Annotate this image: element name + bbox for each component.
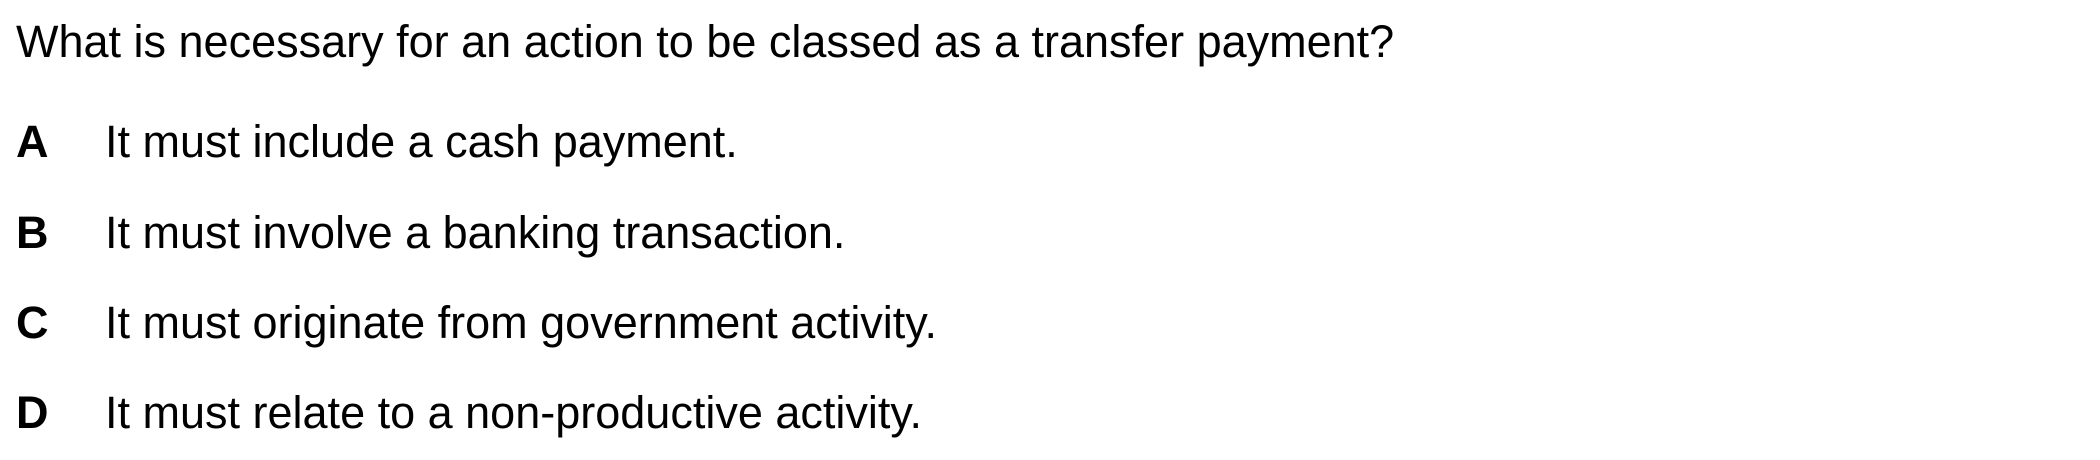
option-letter: B [16,207,49,258]
question-text: What is necessary for an action to be classed as a transfer payment? [16,16,1395,67]
option-text: It must originate from government activity. [105,297,937,348]
option-letter: C [16,297,49,348]
option-text: It must include a cash payment. [105,116,738,167]
option-text: It must relate to a non-productive activity. [105,387,923,438]
option-letter: A [16,116,49,167]
option-letter: D [16,387,49,438]
option-text: It must involve a banking transaction. [105,207,846,258]
